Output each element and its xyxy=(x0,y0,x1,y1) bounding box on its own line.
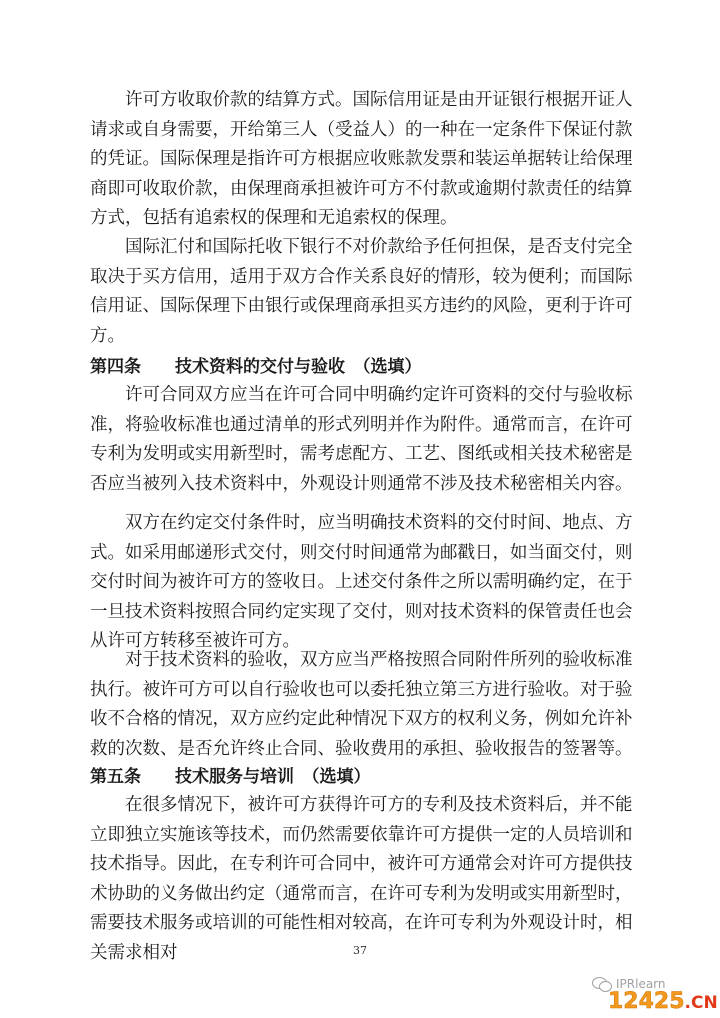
page-number: 37 xyxy=(353,944,367,957)
paragraph-acceptance: 对于技术资料的验收，双方应当严格按照合同附件所列的验收标准执行。被许可方可以自行验收也可以委托独立第三方进行验收。对于验收不合格的情况，双方应约定此种情况下双方的权利义务，例如允许补救的次数、是否允许终止合同、验收费用的承担、验收报告的签署等。 xyxy=(90,650,633,759)
article-4-heading: 第四条 技术资料的交付与验收 （选填） xyxy=(90,357,422,377)
paragraph-delivery-conditions: 双方在约定交付条件时，应当明确技术资料的交付时间、地点、方式。如采用邮递形式交付，则交付时间通常为邮戳日，如当面交付，则交付时间为被许可方的签收日。上述交付条件之所以需明确约定，在于一旦技术资料按照合同约定实现了交付，则对技术资料的保管责任也会从许可方转移至被许可方。 xyxy=(90,513,633,651)
paragraph-delivery-standard: 许可合同双方应当在许可合同中明确约定许可资料的交付与验收标准，将验收标准也通过清单的形式列明并作为附件。通常而言，在许可专利为发明或实用新型时，需考虑配方、工艺、图纸或相关技术秘密是否应当被列入技术资料中，外观设计则通常不涉及技术秘密相关内容。 xyxy=(90,385,633,494)
paragraph-technical-service: 在很多情况下，被许可方获得许可方的专利及技术资料后，并不能立即独立实施该等技术，而仍然需要依靠许可方提供一定的人员培训和技术指导。因此，在专利许可合同中，被许可方通常会对许可方提供技术协助的义务做出约定（通常而言，在许可专利为发明或实用新型时，需要技术服务或培训的可能性相对较高，在许可专利为外观设计时，相关需求相对 xyxy=(90,795,633,963)
site-logo-domain: .CN xyxy=(684,993,718,1013)
paragraph-remittance-comparison: 国际汇付和国际托收下银行不对价款给予任何担保，是否支付完全取决于买方信用，适用于双方合作关系良好的情形，较为便利；而国际信用证、国际保理下由银行或保理商承担买方违约的风险，更利于许可方。 xyxy=(90,237,633,346)
watermark-text: IPRlearn xyxy=(616,977,666,991)
paragraph-settlement-methods: 许可方收取价款的结算方式。国际信用证是由开证银行根据开证人请求或自身需要，开给第三人（受益人）的一种在一定条件下保证付款的凭证。国际保理是指许可方根据应收账款发票和装运单据转让给保理商即可收取价款，由保理商承担被许可方不付款或逾期付款责任的结算方式，包括有追索权的保理和无追索权的保理。 xyxy=(90,90,633,228)
site-logo xyxy=(608,989,718,1016)
site-logo-number: 12425 xyxy=(608,989,685,1014)
article-5-heading: 第五条 技术服务与培训 （选填） xyxy=(90,767,371,787)
